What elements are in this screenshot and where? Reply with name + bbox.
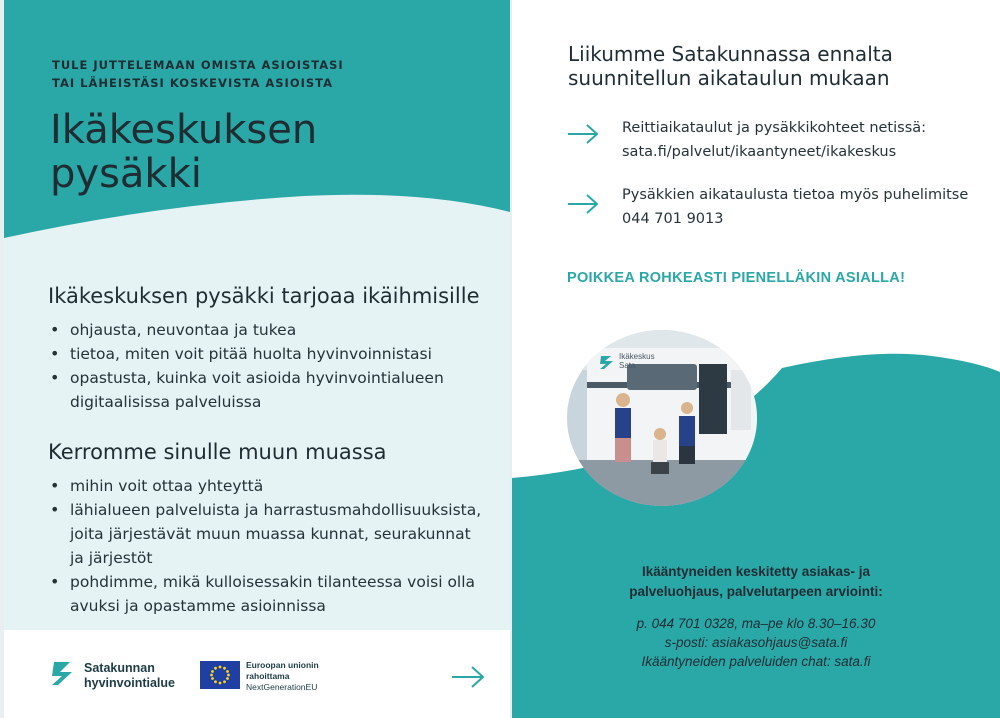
info-web-line-1: Reittiaikataulut ja pysäkkikohteet netissä: xyxy=(622,120,927,136)
van-photo xyxy=(567,330,757,506)
list-item: • tietoa, miten voit pitää huolta hyvinvoinnistasi xyxy=(48,342,468,366)
list-item: • lähialueen palveluista ja harrastusmahdollisuuksista, joita järjestävät muun muassa kunnat, seurakunnat ja järjestöt xyxy=(48,498,488,570)
eu-line-2: rahoittama xyxy=(246,671,290,681)
info-phone-line-1: Pysäkkien aikataulusta tietoa myös puhelimitse xyxy=(622,187,969,203)
info-phone xyxy=(622,183,968,231)
kicker-line-2: TAI LÄHEISTÄSI KOSKEVISTA ASIOISTA xyxy=(52,76,334,90)
contact-phone[interactable]: p. 044 701 0328, ma–pe klo 8.30–16.30 xyxy=(636,616,876,631)
list-item: • pohdimme, mikä kulloisessakin tilanteessa voisi olla avuksi ja opastamme asioinnissa xyxy=(48,570,488,618)
van-sign-text xyxy=(619,352,655,370)
logo-line-2: hyvinvointialue xyxy=(84,676,175,690)
route-title xyxy=(568,42,893,90)
arrow-right-icon xyxy=(450,664,486,695)
arrow-right-icon xyxy=(566,192,600,221)
contact-heading xyxy=(512,562,1000,602)
list-item: • ohjausta, neuvontaa ja tukea xyxy=(48,318,468,342)
title-line-2: pysäkki xyxy=(50,151,202,197)
contact-details xyxy=(512,614,1000,671)
eu-funding-text xyxy=(246,660,319,693)
list-item: • mihin voit ottaa yhteyttä xyxy=(48,474,488,498)
cta-text: POIKKEA ROHKEASTI PIENELLÄKIN ASIALLA! xyxy=(567,270,906,286)
page-title xyxy=(50,108,317,196)
left-panel xyxy=(4,0,510,718)
eu-flag-icon xyxy=(200,661,240,689)
route-title-line-2: suunnitellun aikataulun mukaan xyxy=(568,66,890,90)
eu-line-3: NextGenerationEU xyxy=(246,682,318,692)
section2-list xyxy=(48,474,488,618)
contact-heading-line-2: palveluohjaus, palvelutarpeen arviointi: xyxy=(629,584,883,599)
info-web-link[interactable]: sata.fi/palvelut/ikaantyneet/ikakeskus xyxy=(622,144,897,160)
kicker-text xyxy=(52,56,344,92)
arrow-right-icon xyxy=(566,122,600,151)
title-line-1: Ikäkeskuksen xyxy=(50,107,318,153)
van-sign-line-2: Sata xyxy=(619,361,636,370)
list-item: • opastusta, kuinka voit asioida hyvinvointialueen digitaalisissa palveluissa xyxy=(48,366,468,414)
van-sign-line-1: Ikäkeskus xyxy=(619,352,655,361)
right-panel xyxy=(512,0,1000,718)
route-title-line-1: Liikumme Satakunnassa ennalta xyxy=(568,42,893,66)
contact-chat[interactable]: Ikääntyneiden palveluiden chat: sata.fi xyxy=(641,654,871,669)
info-web xyxy=(622,116,926,164)
section2-heading: Kerromme sinulle muun muassa xyxy=(48,440,387,464)
section1-heading: Ikäkeskuksen pysäkki tarjoaa ikäihmisille xyxy=(48,284,480,308)
info-phone-number[interactable]: 044 701 9013 xyxy=(622,211,724,227)
logo-line-1: Satakunnan xyxy=(84,661,155,675)
right-background xyxy=(512,0,1000,718)
kicker-line-1: TULE JUTTELEMAAN OMISTA ASIOISTASI xyxy=(52,58,344,72)
satakunta-logo-icon xyxy=(48,658,78,688)
satakunta-logo-text xyxy=(84,661,175,691)
section1-list xyxy=(48,318,468,414)
contact-heading-line-1: Ikääntyneiden keskitetty asiakas- ja xyxy=(641,564,871,579)
eu-line-1: Euroopan unionin xyxy=(246,660,319,670)
contact-email[interactable]: s-posti: asiakasohjaus@sata.fi xyxy=(664,635,848,650)
